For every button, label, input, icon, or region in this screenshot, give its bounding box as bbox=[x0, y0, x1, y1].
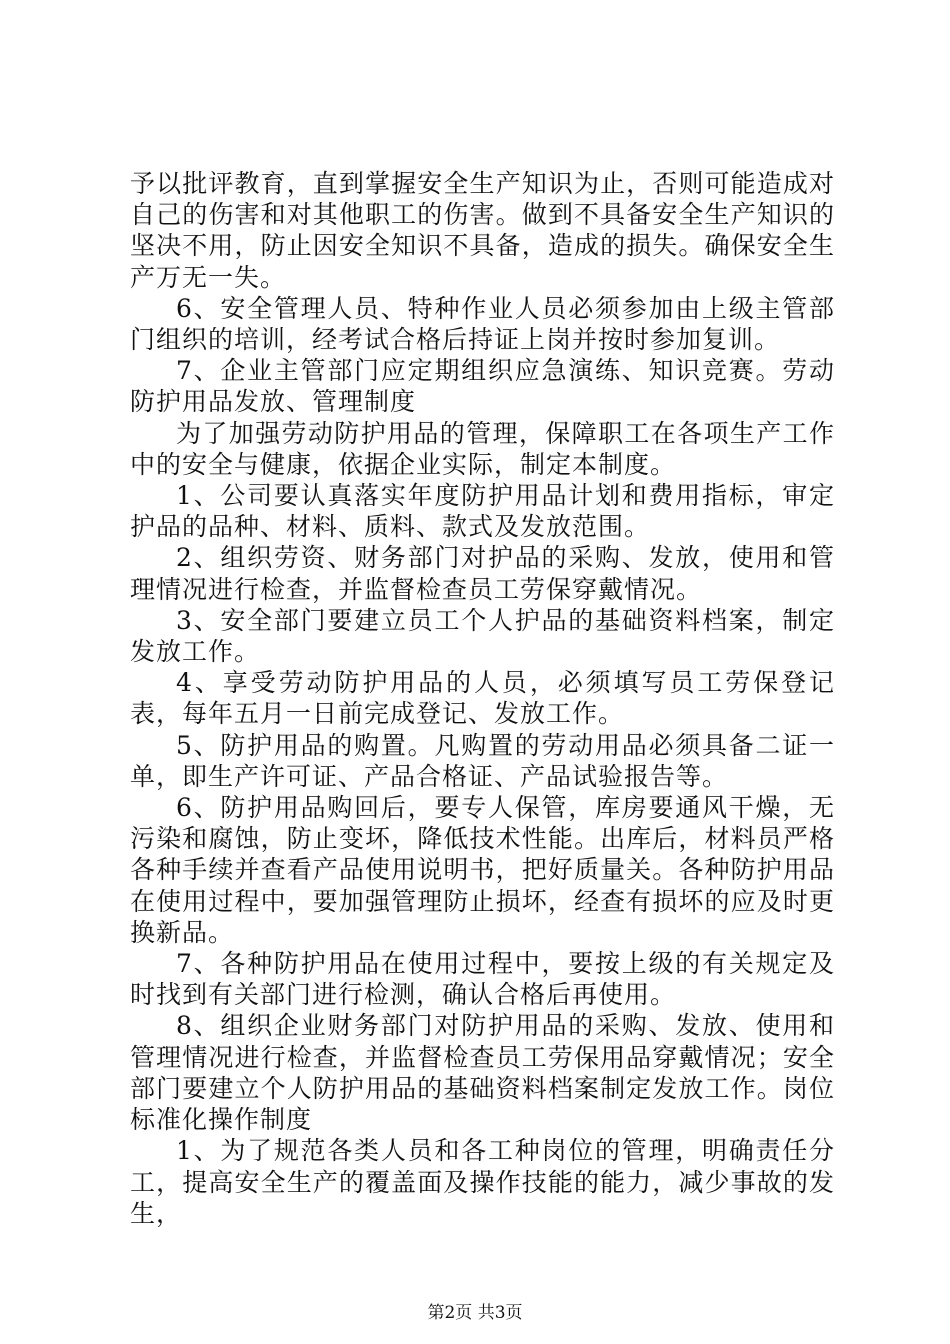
paragraph: 予以批评教育，直到掌握安全生产知识为止，否则可能造成对自己的伤害和对其他职工的伤害。做到不具备安全生产知识的坚决不用，防止因安全知识不具备，造成的损失。确保安全生产万无一失。 bbox=[130, 169, 835, 292]
page-number-footer: 第2页 共3页 bbox=[427, 1303, 523, 1323]
document-body bbox=[130, 168, 835, 1229]
paragraph: 5、防护用品的购置。凡购置的劳动用品必须具备二证一单，即生产许可证、产品合格证、产品试验报告等。 bbox=[130, 730, 835, 791]
paragraph: 2、组织劳资、财务部门对护品的采购、发放，使用和管理情况进行检查，并监督检查员工劳保穿戴情况。 bbox=[130, 543, 835, 604]
paragraph: 6、防护用品购回后，要专人保管，库房要通风干燥，无污染和腐蚀，防止变坏，降低技术性能。出库后，材料员严格各种手续并查看产品使用说明书，把好质量关。各种防护用品在使用过程中，要加强管理防止损坏，经查有损坏的应及时更换新品。 bbox=[130, 793, 835, 947]
paragraph: 8、组织企业财务部门对防护用品的采购、发放、使用和管理情况进行检查，并监督检查员工劳保用品穿戴情况；安全部门要建立个人防护用品的基础资料档案制定发放工作。岗位标准化操作制度 bbox=[130, 1011, 835, 1135]
paragraph: 7、各种防护用品在使用过程中，要按上级的有关规定及时找到有关部门进行检测，确认合格后再使用。 bbox=[130, 949, 835, 1010]
paragraph: 6、安全管理人员、特种作业人员必须参加由上级主管部门组织的培训，经考试合格后持证上岗并按时参加复训。 bbox=[130, 293, 835, 355]
paragraph: 1、为了规范各类人员和各工种岗位的管理，明确责任分工，提高安全生产的覆盖面及操作技能的能力，减少事故的发生， bbox=[130, 1136, 835, 1228]
paragraph: 3、安全部门要建立员工个人护品的基础资料档案，制定发放工作。 bbox=[130, 605, 835, 667]
paragraph: 4、享受劳动防护用品的人员，必须填写员工劳保登记表，每年五月一日前完成登记、发放工作。 bbox=[130, 668, 835, 729]
paragraph: 为了加强劳动防护用品的管理，保障职工在各项生产工作中的安全与健康，依据企业实际，制定本制度。 bbox=[130, 418, 835, 479]
paragraph: 7、企业主管部门应定期组织应急演练、知识竞赛。劳动防护用品发放、管理制度 bbox=[130, 356, 835, 417]
paragraph: 1、公司要认真落实年度防护用品计划和费用指标，审定护品的品种、材料、质料、款式及发放范围。 bbox=[130, 481, 835, 542]
